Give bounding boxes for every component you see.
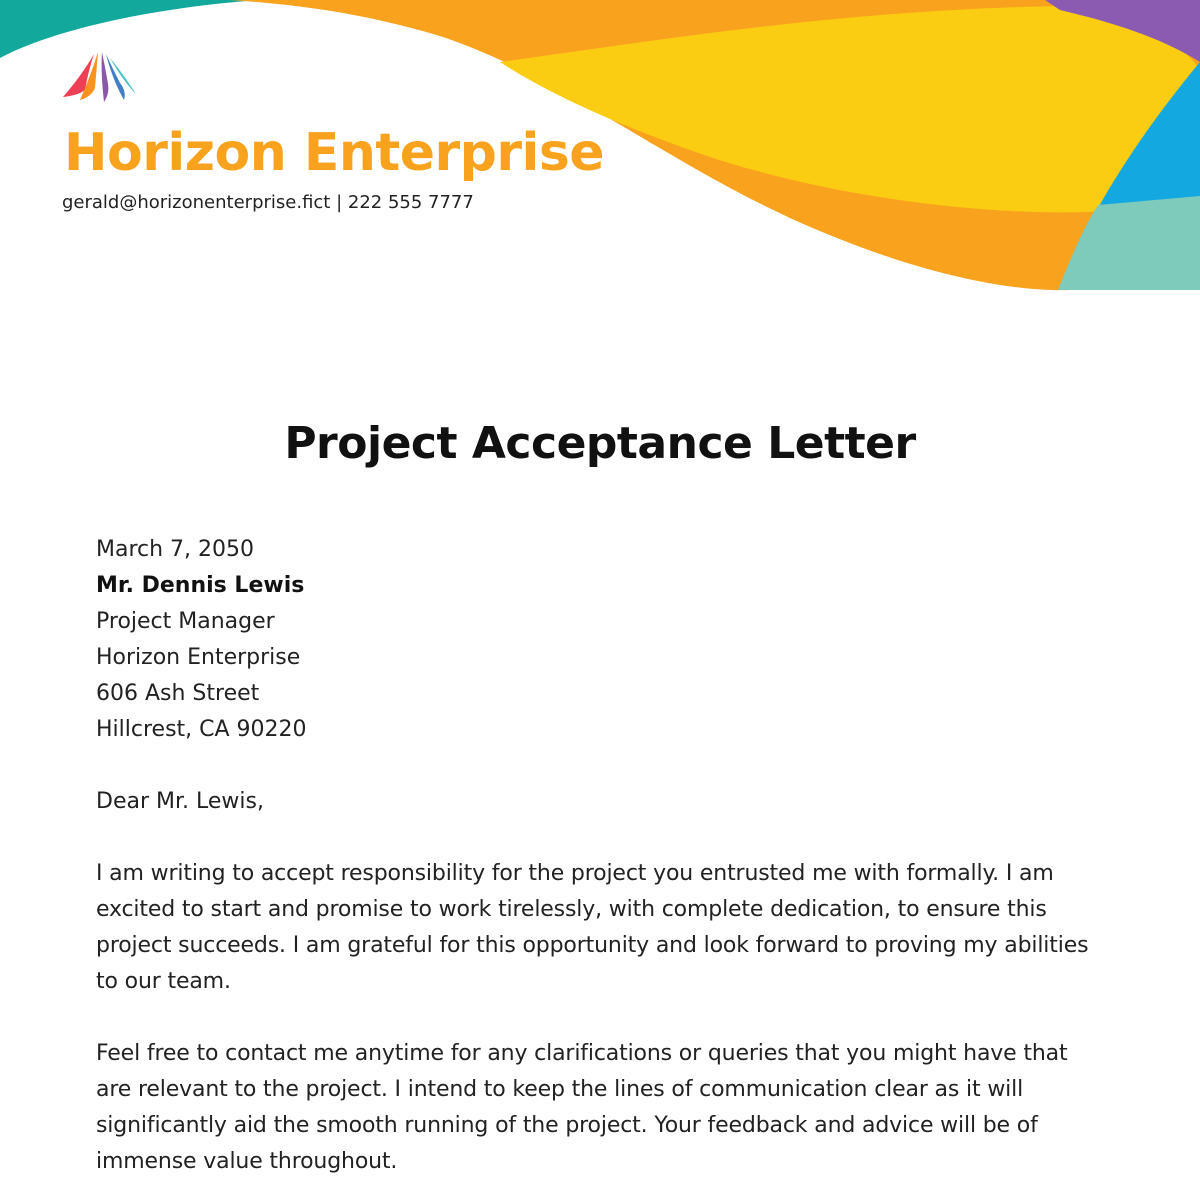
letter-body — [96, 532, 1106, 1180]
recipient-city: Hillcrest, CA 90220 — [96, 717, 307, 742]
recipient-position: Project Manager — [96, 609, 275, 634]
recipient-address-block — [96, 532, 1106, 748]
recipient-street: 606 Ash Street — [96, 681, 260, 706]
recipient-name: Mr. Dennis Lewis — [96, 573, 305, 598]
horizon-fan-logo-icon — [60, 50, 138, 106]
document-title: Project Acceptance Letter — [284, 418, 916, 469]
recipient-company: Horizon Enterprise — [96, 645, 301, 670]
company-contact: gerald@horizonenterprise.fict | 222 555 7777 — [62, 192, 474, 213]
letter-date: March 7, 2050 — [96, 537, 255, 562]
company-name: Horizon Enterprise — [64, 123, 605, 183]
body-paragraph: I am writing to accept responsibility for the project you entrusted me with formally. I am excited to start and promise to work tirelessly, with complete dedication, to ensure this project succeeds. I am grateful for this opportunity and look forward to proving my abilities to our team. — [96, 861, 1089, 994]
salutation: Dear Mr. Lewis, — [96, 789, 264, 814]
body-paragraph: Feel free to contact me anytime for any clarifications or queries that you might have that are relevant to the project. I intend to keep the lines of communication clear as it will significantly aid the smooth running of the project. Your feedback and advice will be of immense value throughout. — [96, 1041, 1068, 1174]
